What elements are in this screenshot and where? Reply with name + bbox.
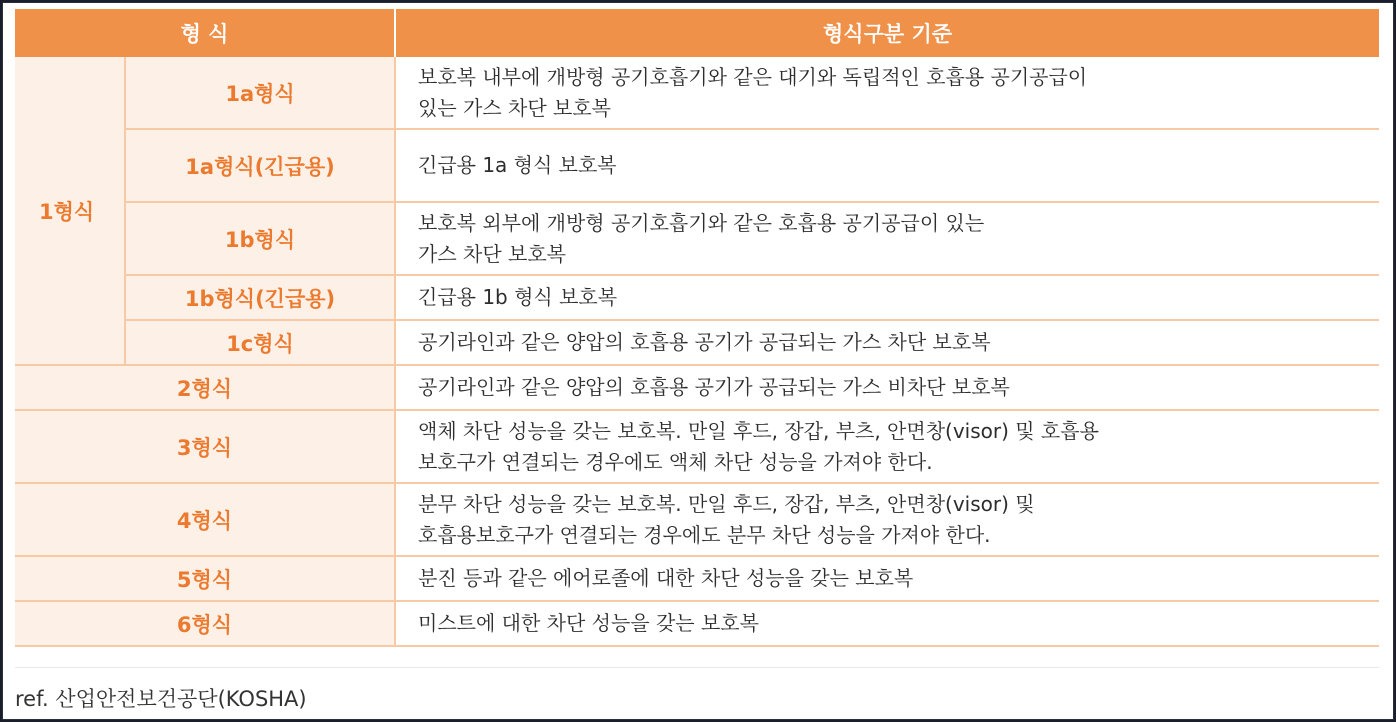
document-frame [2,2,1394,720]
description-cell [395,57,1379,129]
description-line: 분무 차단 성능을 갖는 보호복. 만일 후드, 장갑, 부츠, 안면창(visor) 및 [418,491,1035,516]
description-line: 긴급용 1b 형식 보호복 [418,285,618,309]
description-cell [395,202,1379,275]
table-row [15,410,1379,483]
description-line: 공기라인과 같은 양압의 호흡용 공기가 공급되는 가스 비차단 보호복 [418,375,1010,399]
description-cell [395,483,1379,556]
type-cell: 1b형식(긴급용) [125,275,395,320]
divider [15,667,1379,668]
table-row [15,601,1379,646]
description-line: 미스트에 대한 차단 성능을 갖는 보호복 [418,611,759,635]
table-row [15,483,1379,556]
description-line: 보호복 외부에 개방형 공기호흡기와 같은 호흡용 공기공급이 있는 [418,210,985,235]
table-row [15,365,1379,410]
description-cell [395,601,1379,646]
table-row [15,129,1379,202]
description-line: 분진 등과 같은 에어로졸에 대한 차단 성능을 갖는 보호복 [418,566,914,590]
type-cell: 5형식 [15,556,395,601]
type-cell: 1a형식(긴급용) [125,129,395,202]
reference-note: ref. 산업안전보건공단(KOSHA) [15,687,307,711]
type-cell: 1a형식 [125,57,395,129]
description-cell [395,556,1379,601]
table-row [15,556,1379,601]
type-cell: 1b형식 [125,202,395,275]
description-cell [395,129,1379,202]
table-row [15,202,1379,275]
description-line: 가스 차단 보호복 [418,241,566,266]
header-type: 형 식 [15,9,395,57]
description-line: 보호복 내부에 개방형 공기호흡기와 같은 대기와 독립적인 호흡용 공기공급이 [418,64,1088,89]
description-line: 있는 가스 차단 보호복 [418,95,611,120]
description-cell [395,320,1379,365]
type-cell: 1c형식 [125,320,395,365]
type-cell: 6형식 [15,601,395,646]
description-cell [395,410,1379,483]
group-label-type1: 1형식 [15,57,125,365]
table-row [15,57,1379,129]
table-row [15,320,1379,365]
table-header-row [15,9,1379,57]
description-line: 공기라인과 같은 양압의 호흡용 공기가 공급되는 가스 차단 보호복 [418,330,991,354]
description-cell [395,275,1379,320]
description-line: 보호구가 연결되는 경우에도 액체 차단 성능을 가져야 한다. [418,449,933,474]
description-line: 액체 차단 성능을 갖는 보호복. 만일 후드, 장갑, 부츠, 안면창(visor) 및 호흡용 [418,418,1099,443]
type-cell: 3형식 [15,410,395,483]
header-criteria: 형식구분 기준 [395,9,1379,57]
description-line: 긴급용 1a 형식 보호복 [418,153,617,177]
description-line: 호흡용보호구가 연결되는 경우에도 분무 차단 성능을 가져야 한다. [418,522,991,547]
table-row [15,275,1379,320]
description-cell [395,365,1379,410]
protective-suit-type-table [15,9,1379,647]
type-cell: 2형식 [15,365,395,410]
type-cell: 4형식 [15,483,395,556]
